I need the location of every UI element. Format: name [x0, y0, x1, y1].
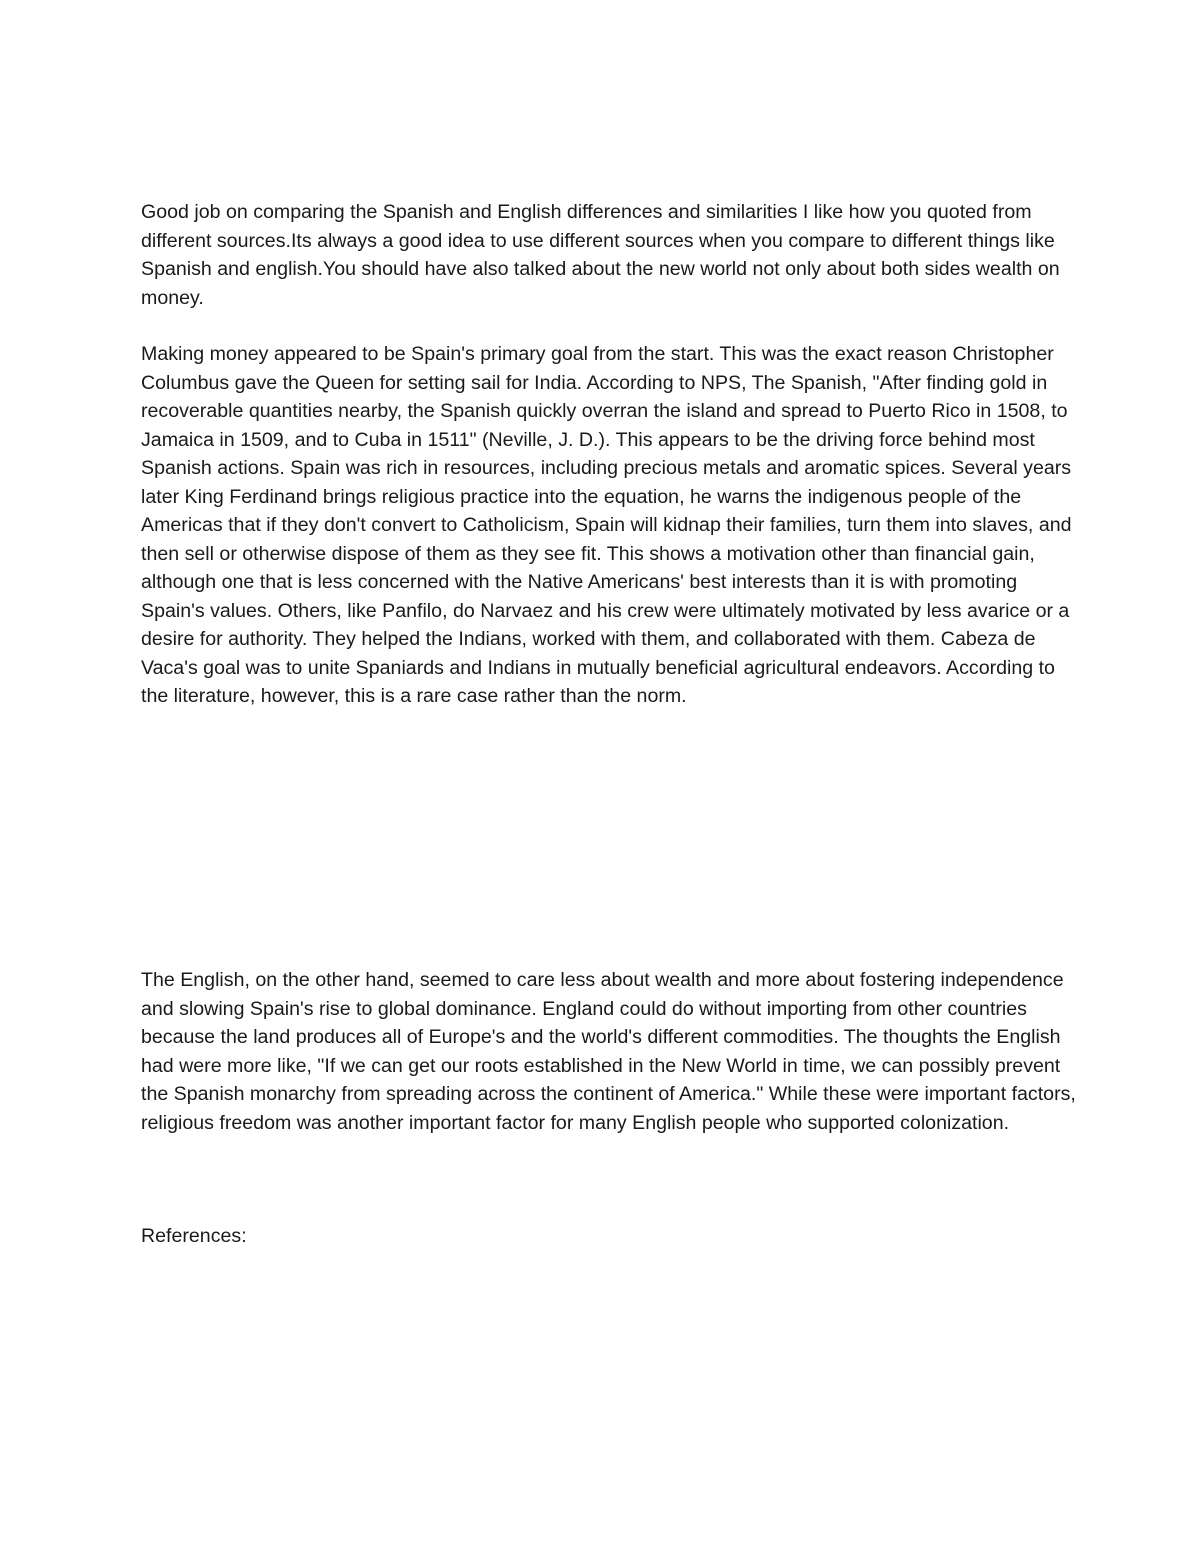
paragraph-spanish-motives: Making money appeared to be Spain's primary goal from the start. This was the exact reason Christopher Columbus gave the Queen for setting sail for India. According to NPS, The Spanish, "After finding gold in recoverable quantities nearby, the Spanish quickly overran the island and spread to Puerto Rico in 1508, to Jamaica in 1509, and to Cuba in 1511" (Neville, J. D.). This appears to be the driving force behind most Spanish actions. Spain was rich in resources, including precious metals and aromatic spices. Several years later King Ferdinand brings religious practice into the equation, he warns the indigenous people of the Americas that if they don't convert to Catholicism, Spain will kidnap their families, turn them into slaves, and then sell or otherwise dispose of them as they see fit. This shows a motivation other than financial gain, although one that is less concerned with the Native Americans' best interests than it is with promoting Spain's values. Others, like Panfilo, do Narvaez and his crew were ultimately motivated by less avarice or a desire for authority. They helped the Indians, worked with them, and collaborated with them. Cabeza de Vaca's goal was to unite Spaniards and Indians in mutually beneficial agricultural endeavors. According to the literature, however, this is a rare case rather than the norm.: [141, 343, 1072, 707]
paragraph-feedback: Good job on comparing the Spanish and English differences and similarities I like how you quoted from different sources.Its always a good idea to use different sources when you compare to different things like Spanish and english.You should have also talked about the new world not only about both sides wealth on money.: [141, 201, 1060, 309]
references-heading: References:: [141, 1225, 247, 1247]
paragraph-english-motives: The English, on the other hand, seemed to care less about wealth and more about fostering independence and slowing Spain's rise to global dominance. England could do without importing from other countries because the land produces all of Europe's and the world's different commodities. The thoughts the English had were more like, "If we can get our roots established in the New World in time, we can possibly prevent the Spanish monarchy from spreading across the continent of America." While these were important factors, religious freedom was another important factor for many English people who supported colonization.: [141, 969, 1076, 1134]
